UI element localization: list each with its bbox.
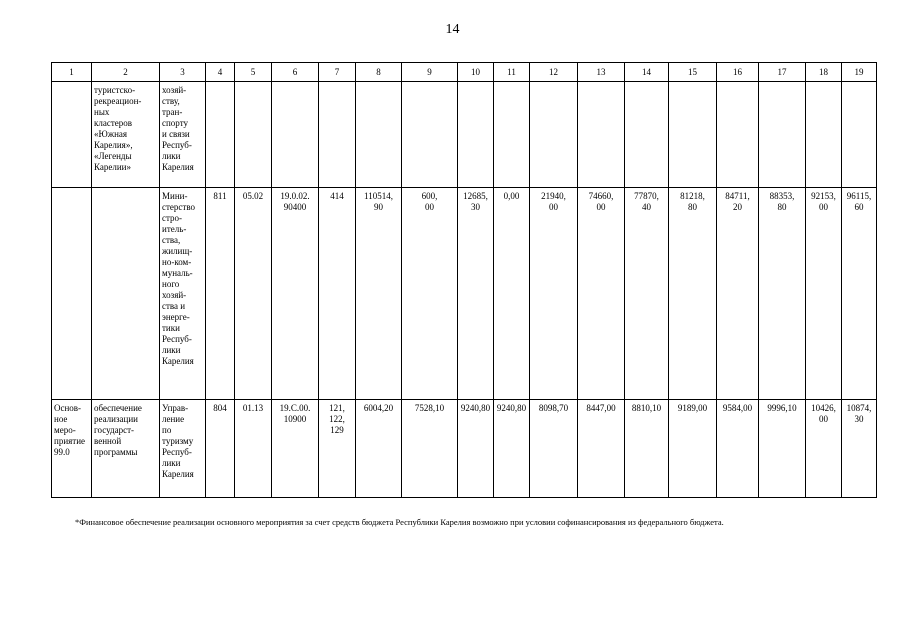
table-cell — [52, 188, 92, 400]
table-cell: 414 — [319, 188, 356, 400]
table-cell: 600, 00 — [402, 188, 458, 400]
table-cell: 8447,00 — [578, 400, 625, 498]
table-cell: 92153, 00 — [806, 188, 842, 400]
column-header: 14 — [625, 63, 669, 82]
column-header: 3 — [160, 63, 206, 82]
column-header: 15 — [669, 63, 717, 82]
table-cell: 121, 122, 129 — [319, 400, 356, 498]
column-header: 13 — [578, 63, 625, 82]
table-cell — [625, 82, 669, 188]
table-cell: обеспечение реализации государст- венной программы — [92, 400, 160, 498]
table-cell — [92, 188, 160, 400]
table-cell — [717, 82, 759, 188]
budget-table — [51, 62, 877, 498]
column-header: 6 — [272, 63, 319, 82]
table-cell — [530, 82, 578, 188]
column-header: 7 — [319, 63, 356, 82]
table-cell — [806, 82, 842, 188]
table-row — [52, 188, 877, 400]
table-cell: 12685, 30 — [458, 188, 494, 400]
table-cell — [578, 82, 625, 188]
table-cell — [494, 82, 530, 188]
table-cell — [402, 82, 458, 188]
table-cell — [669, 82, 717, 188]
table-cell: 21940, 00 — [530, 188, 578, 400]
table-cell: 6004,20 — [356, 400, 402, 498]
table-cell: 88353, 80 — [759, 188, 806, 400]
table-cell: туристско- рекреацион- ных кластеров «Южная Карелия», «Легенды Карелии» — [92, 82, 160, 188]
table-cell: Основ- ное меро- приятие 99.0 — [52, 400, 92, 498]
table-cell: хозяй- ству, тран- спорту и связи Респуб- лики Карелия — [160, 82, 206, 188]
table-cell — [272, 82, 319, 188]
table-cell: 9240,80 — [494, 400, 530, 498]
table-cell: 77870, 40 — [625, 188, 669, 400]
table-cell: 10426, 00 — [806, 400, 842, 498]
column-header: 2 — [92, 63, 160, 82]
column-header: 5 — [235, 63, 272, 82]
table-cell: 7528,10 — [402, 400, 458, 498]
table-cell: 9996,10 — [759, 400, 806, 498]
table-cell — [206, 82, 235, 188]
table-cell — [759, 82, 806, 188]
table-cell: 9584,00 — [717, 400, 759, 498]
table-cell: 01.13 — [235, 400, 272, 498]
table-cell: 8810,10 — [625, 400, 669, 498]
table-cell: 10874, 30 — [842, 400, 877, 498]
table-cell: 8098,70 — [530, 400, 578, 498]
table-cell: 74660, 00 — [578, 188, 625, 400]
column-header: 11 — [494, 63, 530, 82]
column-header: 10 — [458, 63, 494, 82]
table-cell: Мини- стерство стро- итель- ства, жилищ- но-ком- муналь- ного хозяй- ства и энерге- тики Респуб- лики Карелия — [160, 188, 206, 400]
table-cell: 110514, 90 — [356, 188, 402, 400]
table-header-row — [52, 63, 877, 82]
table-cell: 811 — [206, 188, 235, 400]
table-cell: 19.0.02. 90400 — [272, 188, 319, 400]
table-cell: 804 — [206, 400, 235, 498]
footnote: *Финансовое обеспечение реализации основного мероприятия за счет средств бюджета Республики Карелия возможно при условии софинансирования из федерального бюджета. — [75, 517, 724, 527]
table-cell: 9189,00 — [669, 400, 717, 498]
page-number: 14 — [445, 22, 460, 37]
table-cell: 0,00 — [494, 188, 530, 400]
table-cell: 19.С.00. 10900 — [272, 400, 319, 498]
column-header: 1 — [52, 63, 92, 82]
table-cell — [458, 82, 494, 188]
table-cell — [235, 82, 272, 188]
table-cell — [52, 82, 92, 188]
table-cell: 9240,80 — [458, 400, 494, 498]
table-cell — [842, 82, 877, 188]
table-row — [52, 82, 877, 188]
table-row — [52, 400, 877, 498]
column-header: 8 — [356, 63, 402, 82]
column-header: 9 — [402, 63, 458, 82]
table-cell: 84711, 20 — [717, 188, 759, 400]
column-header: 4 — [206, 63, 235, 82]
table-cell: 05.02 — [235, 188, 272, 400]
table-cell: 96115, 60 — [842, 188, 877, 400]
column-header: 12 — [530, 63, 578, 82]
table-cell — [319, 82, 356, 188]
table-cell — [356, 82, 402, 188]
column-header: 17 — [759, 63, 806, 82]
column-header: 19 — [842, 63, 877, 82]
column-header: 18 — [806, 63, 842, 82]
column-header: 16 — [717, 63, 759, 82]
table-cell: Управ- ление по туризму Респуб- лики Карелия — [160, 400, 206, 498]
table-cell: 81218, 80 — [669, 188, 717, 400]
